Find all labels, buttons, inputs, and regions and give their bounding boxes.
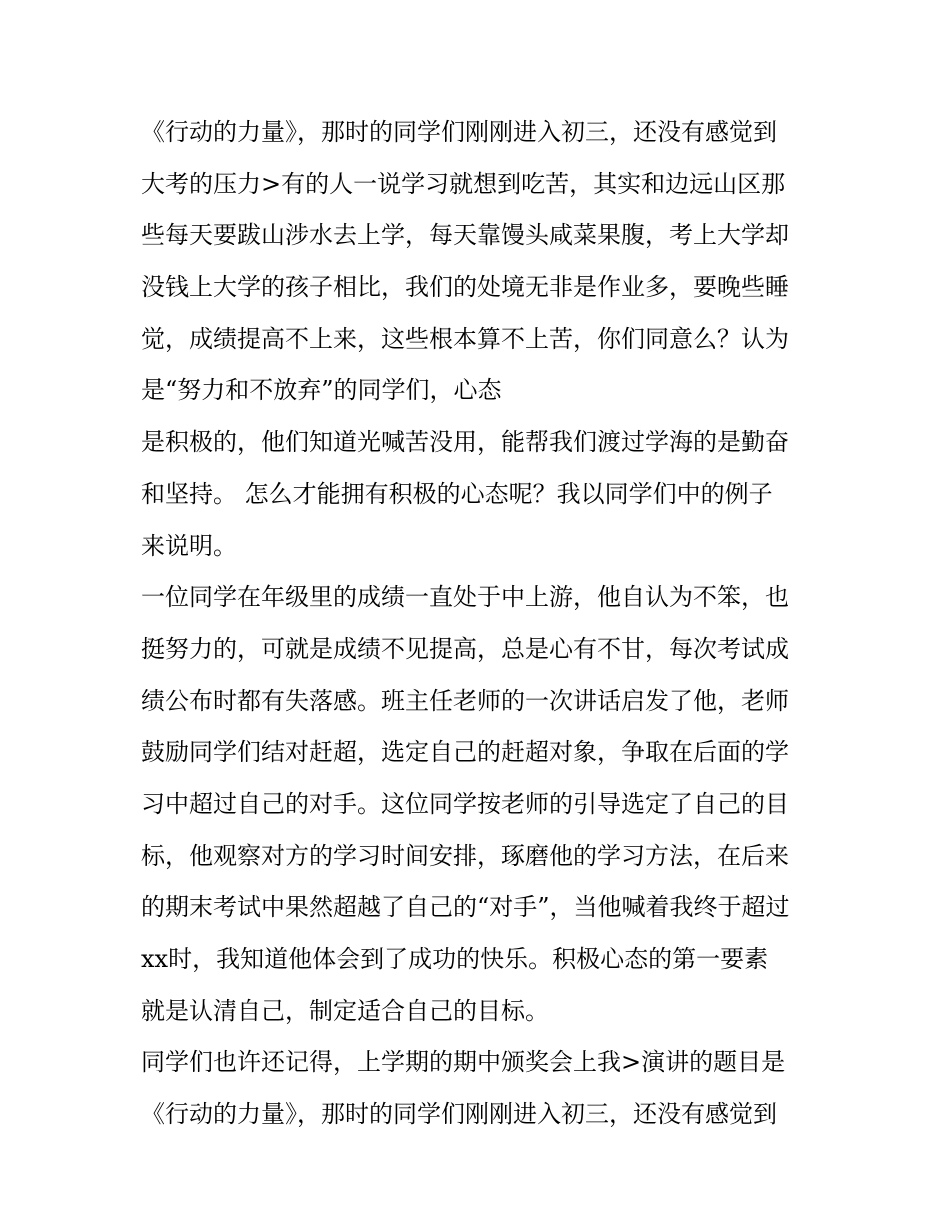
text-line: 来说明。 — [141, 531, 237, 560]
text-line: 《行动的力量》，那时的同学们刚刚进入初三，还没有感觉到 — [141, 1100, 777, 1129]
text-line: 和坚持。 怎么才能拥有积极的心态呢？我以同学们中的例子 — [141, 479, 773, 508]
text-line: 就是认清自己，制定适合自己的目标。 — [141, 996, 549, 1025]
text-line: 觉，成绩提高不上来，这些根本算不上苦，你们同意么？认为 — [141, 324, 789, 353]
text-line: 些每天要跋山涉水去上学，每天靠馒头咸菜果腹，考上大学却 — [141, 221, 789, 250]
text-line: 标，他观察对方的学习时间安排，琢磨他的学习方法，在后来 — [141, 841, 789, 870]
text-line: 挺努力的，可就是成绩不见提高，总是心有不甘，每次考试成 — [141, 634, 789, 663]
text-line: 同学们也许还记得，上学期的期中颁奖会上我>演讲的题目是 — [141, 1048, 786, 1077]
text-line: 大考的压力>有的人一说学习就想到吃苦，其实和边远山区那 — [141, 169, 786, 198]
text-line: xx时，我知道他体会到了成功的快乐。积极心态的第一要素 — [141, 945, 769, 973]
text-line: 《行动的力量》，那时的同学们刚刚进入初三，还没有感觉到 — [141, 118, 777, 146]
text-line: 一位同学在年级里的成绩一直处于中上游，他自认为不笨，也 — [141, 583, 789, 612]
body-text — [141, 107, 821, 1141]
text-line: 习中超过自己的对手。这位同学按老师的引导选定了自己的目 — [141, 789, 789, 818]
text-line: 鼓励同学们结对赶超，选定自己的赶超对象，争取在后面的学 — [141, 738, 789, 767]
text-line: 是“努力和不放弃”的同学们，心态 — [141, 376, 502, 405]
text-line: 是积极的，他们知道光喊苦没用，能帮我们渡过学海的是勤奋 — [141, 428, 789, 457]
text-line: 绩公布时都有失落感。班主任老师的一次讲话启发了他，老师 — [141, 686, 789, 715]
text-line: 的期末考试中果然超越了自己的“对手”，当他喊着我终于超过 — [141, 893, 790, 922]
text-line: 没钱上大学的孩子相比，我们的处境无非是作业多，要晚些睡 — [141, 273, 789, 302]
